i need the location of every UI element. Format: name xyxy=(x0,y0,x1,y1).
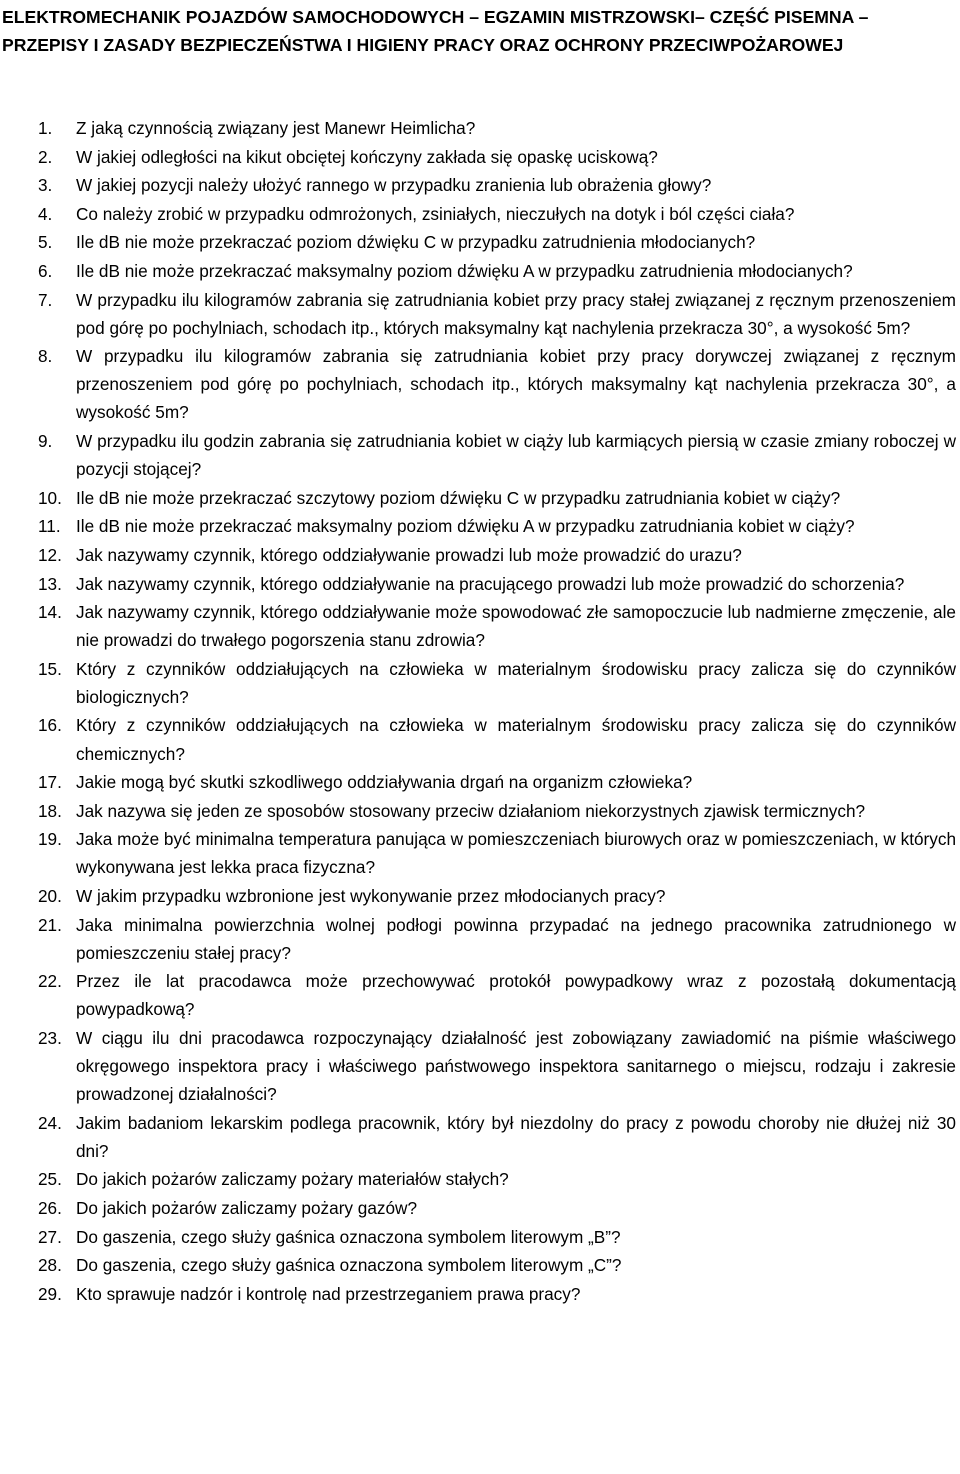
question-item xyxy=(0,257,956,285)
question-number: 11. xyxy=(38,516,61,537)
question-item xyxy=(0,967,956,1023)
question-text: Z jaką czynnością związany jest Manewr Heimlicha? xyxy=(76,118,476,138)
question-item xyxy=(0,711,956,767)
question-item xyxy=(0,911,956,967)
question-number: 29. xyxy=(38,1283,62,1304)
question-number: 18. xyxy=(38,800,62,821)
question-item xyxy=(0,655,956,711)
question-number: 10. xyxy=(38,487,62,508)
question-text: Jak nazywamy czynnik, którego oddziaływanie prowadzi lub może prowadzić do urazu? xyxy=(76,544,742,565)
question-text: Jak nazywamy czynnik, którego oddziaływanie na pracującego prowadzi lub może prowadzić do schorzenia? xyxy=(76,573,905,594)
question-number: 22. xyxy=(38,971,62,992)
question-text: Jaka minimalna powierzchnia wolnej podłogi powinna przypadać na jednego pracownika zatrudnionego w pomieszczeniu stałej pracy? xyxy=(76,914,956,963)
question-item xyxy=(0,427,956,483)
question-number: 2. xyxy=(38,146,53,167)
question-item xyxy=(0,1280,956,1308)
question-text: Ile dB nie może przekraczać szczytowy poziom dźwięku C w przypadku zatrudniania kobiet w ciąży? xyxy=(76,487,841,508)
question-number: 20. xyxy=(38,886,62,907)
question-number: 1. xyxy=(38,118,53,138)
question-item xyxy=(0,797,956,825)
question-text: Jakie mogą być skutki szkodliwego oddziaływania drgań na organizm człowieka? xyxy=(76,772,693,793)
question-number: 15. xyxy=(38,658,62,679)
question-number: 12. xyxy=(38,544,62,565)
question-item xyxy=(0,1223,956,1251)
question-text: Co należy zrobić w przypadku odmrożonych, zsiniałych, nieczułych na dotyk i ból części ciała? xyxy=(76,203,795,224)
question-number: 4. xyxy=(38,203,53,224)
question-item xyxy=(0,512,956,540)
question-text: Ile dB nie może przekraczać maksymalny poziom dźwięku A w przypadku zatrudnienia młodocianych? xyxy=(76,260,853,281)
question-text: Do gaszenia, czego służy gaśnica oznaczona symbolem literowym „B”? xyxy=(76,1226,621,1247)
question-number: 5. xyxy=(38,232,53,253)
question-text: Do jakich pożarów zaliczamy pożary materiałów stałych? xyxy=(76,1169,509,1190)
question-text: Który z czynników oddziałujących na człowieka w materialnym środowisku pracy zalicza się do czynników biologicznych? xyxy=(76,658,956,707)
question-list xyxy=(0,114,956,1308)
question-item xyxy=(0,825,956,881)
question-text: W ciągu ilu dni pracodawca rozpoczynający działalność jest zobowiązany zawiadomić na piśmie właściwego okręgowego inspektora pracy i właściwego państwowego inspektora sanitarnego o miejscu, rodzaju i zakresie prowadzonej działalności? xyxy=(76,1028,956,1105)
question-number: 6. xyxy=(38,260,53,281)
question-text: Jak nazywa się jeden ze sposobów stosowany przeciw działaniom niekorzystnych zjawisk termicznych? xyxy=(76,800,866,821)
question-number: 24. xyxy=(38,1112,62,1133)
question-number: 27. xyxy=(38,1226,62,1247)
question-text: Przez ile lat pracodawca może przechowywać protokół powypadkowy wraz z pozostałą dokumentacją powypadkową? xyxy=(76,971,956,1020)
question-item xyxy=(0,541,956,569)
question-text: Jak nazywamy czynnik, którego oddziaływanie może spowodować złe samopoczucie lub nadmierne zmęczenie, ale nie prowadzi do trwałego pogorszenia stanu zdrowia? xyxy=(76,602,956,651)
question-item xyxy=(0,114,956,142)
question-text: Ile dB nie może przekraczać maksymalny poziom dźwięku A w przypadku zatrudniania kobiet w ciąży? xyxy=(76,516,855,537)
question-text: Który z czynników oddziałujących na człowieka w materialnym środowisku pracy zalicza się do czynników chemicznych? xyxy=(76,715,956,764)
question-number: 3. xyxy=(38,175,53,196)
question-item xyxy=(0,200,956,228)
question-number: 19. xyxy=(38,829,62,850)
question-item xyxy=(0,286,956,342)
question-item xyxy=(0,143,956,171)
question-text: Do gaszenia, czego służy gaśnica oznaczona symbolem literowym „C”? xyxy=(76,1255,622,1276)
question-number: 23. xyxy=(38,1028,62,1048)
header-line-2: PRZEPISY I ZASADY BEZPIECZEŃSTWA I HIGIENY PRACY ORAZ OCHRONY PRZECIWPOŻAROWEJ xyxy=(2,35,844,55)
question-number: 28. xyxy=(38,1255,62,1276)
question-number: 7. xyxy=(38,289,53,310)
question-item xyxy=(0,1165,956,1193)
document-header xyxy=(2,3,954,59)
question-text: W jakiej pozycji należy ułożyć rannego w przypadku zranienia lub obrażenia głowy? xyxy=(76,175,712,196)
question-number: 21. xyxy=(38,914,62,935)
question-number: 25. xyxy=(38,1169,62,1190)
header-line-1: ELEKTROMECHANIK POJAZDÓW SAMOCHODOWYCH – EGZAMIN MISTRZOWSKI– CZĘŚĆ PISEMNA – xyxy=(2,7,869,27)
question-text: W jakim przypadku wzbronione jest wykonywanie przez młodocianych pracy? xyxy=(76,886,666,907)
question-number: 26. xyxy=(38,1198,62,1219)
question-text: Do jakich pożarów zaliczamy pożary gazów? xyxy=(76,1198,418,1219)
question-number: 13. xyxy=(38,573,62,594)
question-item xyxy=(0,342,956,426)
question-text: W jakiej odległości na kikut obciętej kończyny zakłada się opaskę uciskową? xyxy=(76,146,658,167)
question-item xyxy=(0,1251,956,1279)
question-text: W przypadku ilu godzin zabrania się zatrudniania kobiet w ciąży lub karmiących piersią w czasie zmiany roboczej w pozycji stojącej? xyxy=(76,431,956,480)
question-number: 16. xyxy=(38,715,62,736)
question-item xyxy=(0,768,956,796)
question-item xyxy=(0,171,956,199)
question-item xyxy=(0,882,956,910)
question-text: Jaka może być minimalna temperatura panująca w pomieszczeniach biurowych oraz w pomieszczeniach, w których wykonywana jest lekka praca fizyczna? xyxy=(76,829,956,878)
question-number: 9. xyxy=(38,431,53,452)
question-text: Ile dB nie może przekraczać poziom dźwięku C w przypadku zatrudnienia młodocianych? xyxy=(76,232,756,253)
question-text: Jakim badaniom lekarskim podlega pracownik, który był niezdolny do pracy z powodu choroby nie dłużej niż 30 dni? xyxy=(76,1112,956,1161)
question-item xyxy=(0,1194,956,1222)
question-item xyxy=(0,228,956,256)
question-item xyxy=(0,570,956,598)
question-text: W przypadku ilu kilogramów zabrania się zatrudniania kobiet przy pracy stałej związanej z ręcznym przenoszeniem pod górę po pochylniach, schodach itp., których maksymalny kąt nachylenia przekracza 30°, a wysokość 5m? xyxy=(76,289,956,338)
question-item xyxy=(0,1024,956,1108)
question-number: 14. xyxy=(38,602,62,623)
question-number: 8. xyxy=(38,346,53,367)
question-item xyxy=(0,1109,956,1165)
question-text: Kto sprawuje nadzór i kontrolę nad przestrzeganiem prawa pracy? xyxy=(76,1283,581,1304)
question-number: 17. xyxy=(38,772,62,793)
question-text: W przypadku ilu kilogramów zabrania się zatrudniania kobiet przy pracy dorywczej związanej z ręcznym przenoszeniem pod górę po pochylniach, schodach itp., których maksymalny kąt nachylenia przekracza 30°, a wysokość 5m? xyxy=(76,346,956,423)
question-item xyxy=(0,484,956,512)
question-item xyxy=(0,598,956,654)
